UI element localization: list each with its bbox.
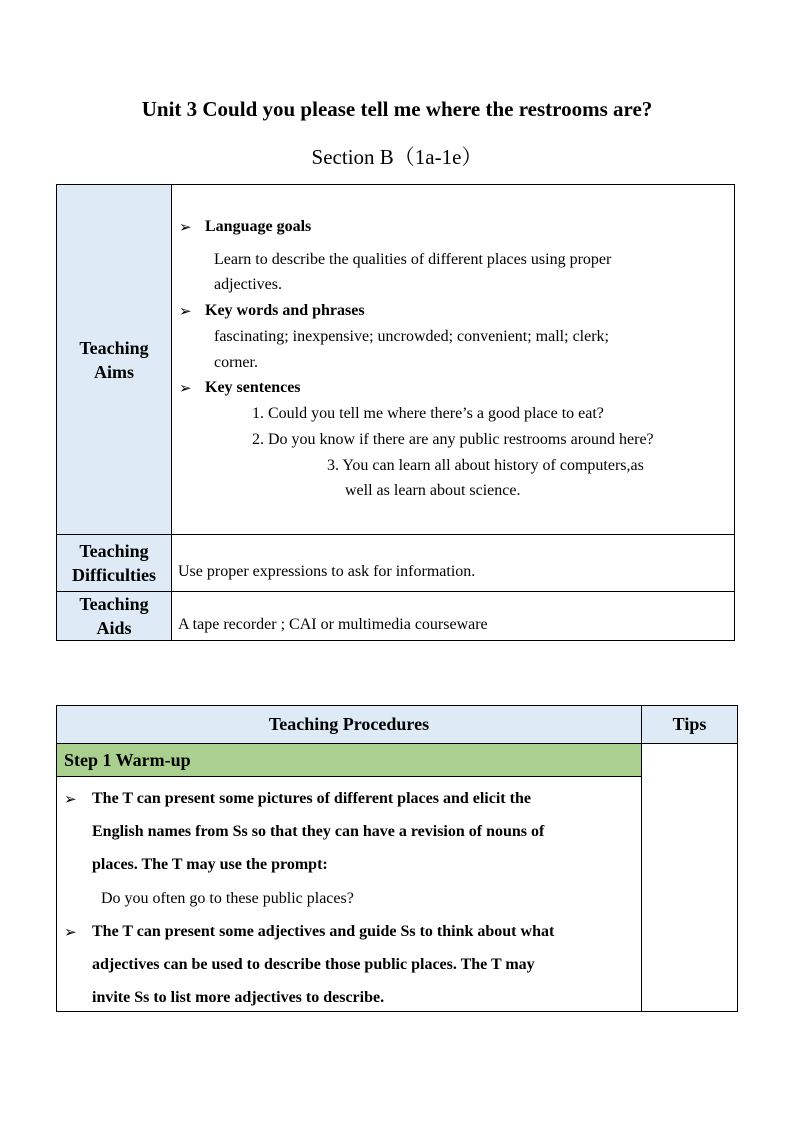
difficulties-row bbox=[57, 535, 734, 592]
key-sentence-2: 2. Do you know if there are any public restrooms around here? bbox=[252, 431, 654, 448]
page-subtitle: Section B（1a-1e） bbox=[311, 145, 483, 169]
column-divider bbox=[641, 744, 642, 1011]
key-words-line1: fascinating; inexpensive; uncrowded; convenient; mall; clerk; bbox=[214, 328, 609, 345]
item1-line1: The T can present some pictures of different places and elicit the bbox=[92, 790, 531, 807]
difficulties-label-cell bbox=[57, 535, 172, 591]
difficulties-content-cell bbox=[172, 535, 734, 591]
item1-line3: places. The T may use the prompt: bbox=[92, 856, 328, 873]
teaching-info-table bbox=[56, 184, 735, 641]
step1-heading: Step 1 Warm-up bbox=[57, 744, 641, 777]
aims-content-cell bbox=[172, 185, 734, 534]
aims-label-cell bbox=[57, 185, 172, 534]
procedures-header: Teaching Procedures bbox=[57, 706, 642, 744]
key-sentence-3-line1: 3. You can learn all about history of computers,as bbox=[327, 457, 644, 474]
page-title: Unit 3 Could you please tell me where the restrooms are? bbox=[141, 97, 653, 121]
aids-row bbox=[57, 592, 734, 640]
key-words-line2: corner. bbox=[214, 354, 258, 371]
language-goals-line1: Learn to describe the qualities of different places using proper bbox=[214, 251, 612, 268]
key-words-heading: Key words and phrases bbox=[205, 302, 365, 319]
bullet-arrow-icon: ➢ bbox=[179, 381, 192, 397]
item2-line3: invite Ss to list more adjectives to describe. bbox=[92, 989, 385, 1006]
key-sentence-3-line2: well as learn about science. bbox=[345, 482, 521, 499]
aids-content-cell bbox=[172, 592, 734, 640]
aids-label-line2: Aids bbox=[96, 618, 132, 638]
bullet-arrow-icon: ➢ bbox=[64, 792, 77, 808]
language-goals-heading: Language goals bbox=[205, 218, 312, 235]
aims-label-line1: Teaching bbox=[79, 337, 149, 358]
teaching-procedures-table bbox=[56, 705, 738, 1012]
bullet-arrow-icon: ➢ bbox=[64, 925, 77, 941]
bullet-arrow-icon: ➢ bbox=[179, 220, 192, 236]
difficulties-label-line2: Difficulties bbox=[72, 565, 156, 585]
bullet-arrow-icon: ➢ bbox=[179, 304, 192, 320]
aims-label-line2: Aims bbox=[93, 361, 134, 382]
item2-line1: The T can present some adjectives and guide Ss to think about what bbox=[92, 923, 555, 940]
item1-line2: English names from Ss so that they can have a revision of nouns of bbox=[92, 823, 545, 840]
aids-label-cell bbox=[57, 592, 172, 640]
difficulties-label-line1: Teaching bbox=[79, 541, 149, 561]
aids-label-line1: Teaching bbox=[79, 594, 149, 614]
key-sentences-heading: Key sentences bbox=[205, 379, 301, 396]
item2-line2: adjectives can be used to describe those public places. The T may bbox=[92, 956, 535, 973]
language-goals-line2: adjectives. bbox=[214, 276, 282, 293]
aims-row bbox=[57, 185, 734, 535]
difficulties-text: Use proper expressions to ask for information. bbox=[178, 563, 476, 580]
aids-text: A tape recorder ; CAI or multimedia courseware bbox=[178, 616, 488, 633]
prompt-text: Do you often go to these public places? bbox=[101, 890, 354, 907]
key-sentence-1: 1. Could you tell me where there’s a good place to eat? bbox=[252, 405, 604, 422]
tips-header: Tips bbox=[642, 706, 737, 744]
